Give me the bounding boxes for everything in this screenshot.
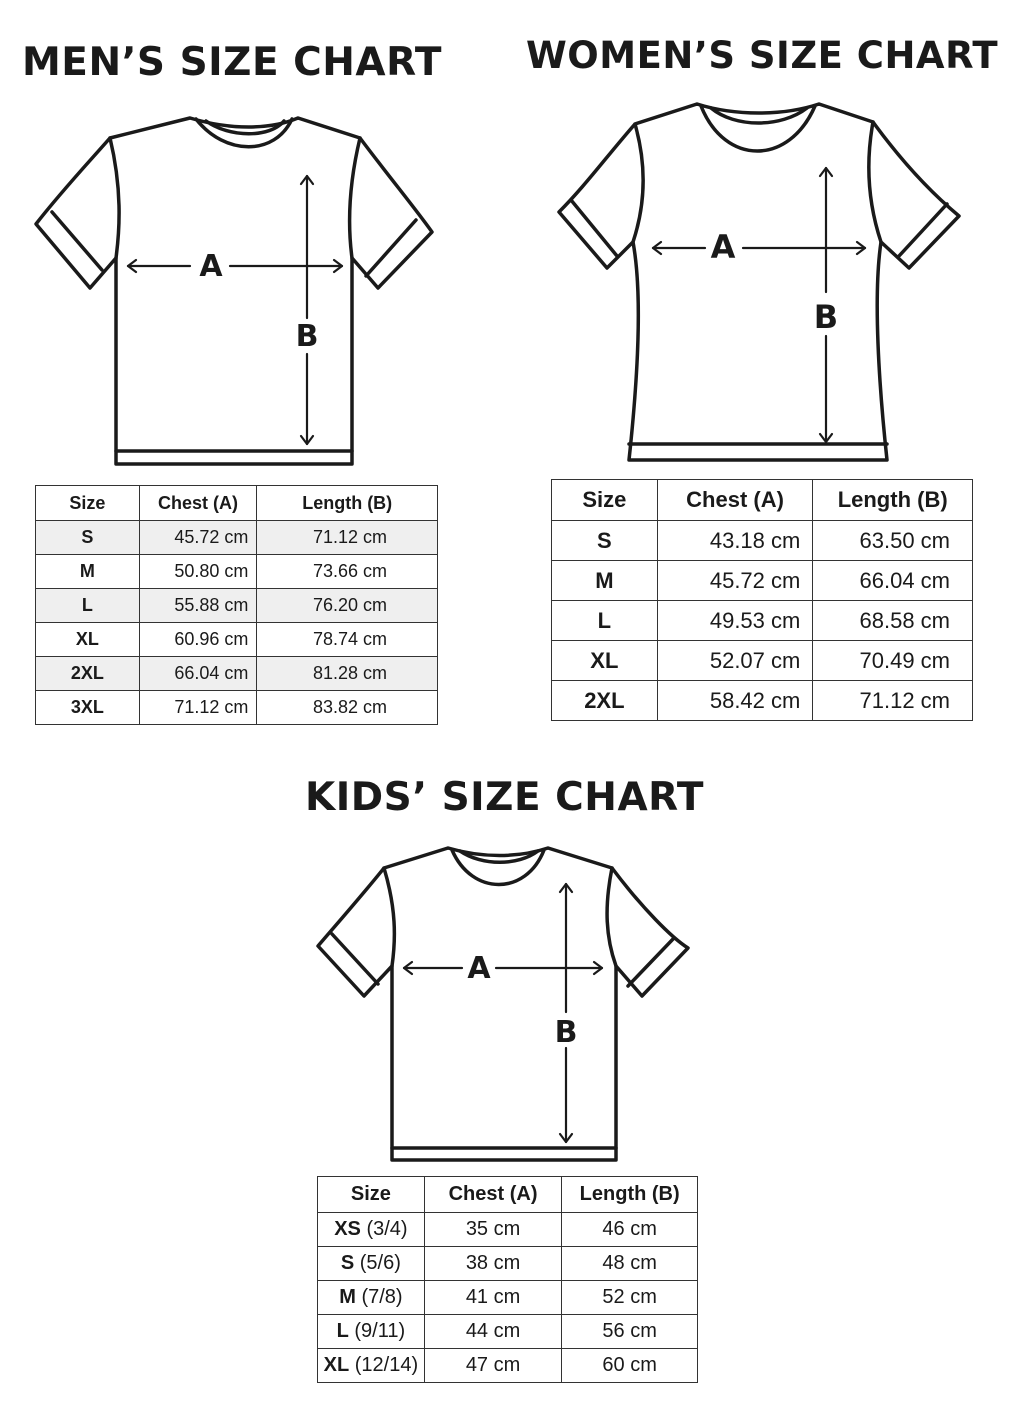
chest-cell: 50.80 cm xyxy=(139,555,257,589)
header-chest: Chest (A) xyxy=(424,1177,562,1213)
size-age: (3/4) xyxy=(366,1218,408,1240)
kids-label-b: B xyxy=(554,1015,578,1050)
size-cell: S xyxy=(36,521,140,555)
size-cell: 2XL xyxy=(552,681,658,721)
length-cell: 48 cm xyxy=(562,1247,698,1281)
size-cell: L xyxy=(36,589,140,623)
length-cell: 46 cm xyxy=(562,1213,698,1247)
table-row xyxy=(552,561,973,601)
length-cell: 52 cm xyxy=(562,1281,698,1315)
chest-cell: 47 cm xyxy=(424,1349,562,1383)
size-age: (7/8) xyxy=(361,1286,403,1308)
length-cell: 63.50 cm xyxy=(813,521,973,561)
header-size: Size xyxy=(36,486,140,521)
womens-chest-arrow xyxy=(653,242,865,254)
chest-cell: 35 cm xyxy=(424,1213,562,1247)
table-row xyxy=(36,623,438,657)
kids-tshirt-diagram xyxy=(312,838,698,1166)
womens-size-chart-title: WOMEN’S SIZE CHART xyxy=(526,34,999,77)
header-chest: Chest (A) xyxy=(139,486,257,521)
size-cell xyxy=(318,1281,425,1315)
header-chest: Chest (A) xyxy=(657,480,813,521)
header-length: Length (B) xyxy=(562,1177,698,1213)
size-cell: 2XL xyxy=(36,657,140,691)
table-header-row xyxy=(318,1177,698,1213)
table-row xyxy=(318,1247,698,1281)
chest-cell: 45.72 cm xyxy=(657,561,813,601)
length-cell: 71.12 cm xyxy=(813,681,973,721)
mens-label-b: B xyxy=(295,319,319,354)
mens-length-arrow xyxy=(301,176,313,444)
table-row xyxy=(36,521,438,555)
womens-label-a: A xyxy=(710,228,736,266)
size-cell xyxy=(318,1247,425,1281)
size-cell: M xyxy=(36,555,140,589)
length-cell: 70.49 cm xyxy=(813,641,973,681)
table-row xyxy=(552,681,973,721)
size-code: XS xyxy=(334,1218,361,1240)
table-row xyxy=(36,555,438,589)
size-cell: M xyxy=(552,561,658,601)
header-length: Length (B) xyxy=(813,480,973,521)
size-cell: L xyxy=(552,601,658,641)
size-age: (5/6) xyxy=(359,1252,401,1274)
length-cell: 60 cm xyxy=(562,1349,698,1383)
table-row xyxy=(36,691,438,725)
header-size: Size xyxy=(552,480,658,521)
table-row xyxy=(552,641,973,681)
size-cell: XL xyxy=(36,623,140,657)
table-header-row xyxy=(36,486,438,521)
size-code: L xyxy=(336,1320,349,1342)
header-length: Length (B) xyxy=(257,486,438,521)
table-row xyxy=(36,657,438,691)
header-size: Size xyxy=(318,1177,425,1213)
table-row xyxy=(318,1213,698,1247)
kids-tshirt-outline xyxy=(318,848,688,1160)
chest-cell: 45.72 cm xyxy=(139,521,257,555)
kids-label-a: A xyxy=(467,951,491,986)
womens-tshirt-outline xyxy=(559,104,959,460)
kids-length-arrow xyxy=(560,884,572,1142)
size-age: (9/11) xyxy=(354,1320,406,1342)
size-cell: 3XL xyxy=(36,691,140,725)
size-cell: S xyxy=(552,521,658,561)
length-cell: 76.20 cm xyxy=(257,589,438,623)
chest-cell: 71.12 cm xyxy=(139,691,257,725)
size-code: S xyxy=(340,1252,355,1274)
size-age: (12/14) xyxy=(354,1354,419,1376)
mens-size-chart-title: MEN’S SIZE CHART xyxy=(22,40,442,85)
table-row xyxy=(552,521,973,561)
womens-tshirt-diagram xyxy=(555,96,965,466)
chest-cell: 60.96 cm xyxy=(139,623,257,657)
chest-cell: 38 cm xyxy=(424,1247,562,1281)
length-cell: 68.58 cm xyxy=(813,601,973,641)
length-cell: 66.04 cm xyxy=(813,561,973,601)
womens-label-b: B xyxy=(813,298,839,336)
length-cell: 56 cm xyxy=(562,1315,698,1349)
chest-cell: 66.04 cm xyxy=(139,657,257,691)
mens-tshirt-diagram xyxy=(30,108,440,472)
chest-cell: 44 cm xyxy=(424,1315,562,1349)
size-cell xyxy=(318,1349,425,1383)
womens-size-table xyxy=(551,479,973,721)
size-cell xyxy=(318,1315,425,1349)
chest-cell: 58.42 cm xyxy=(657,681,813,721)
size-code: M xyxy=(339,1286,356,1308)
size-cell xyxy=(318,1213,425,1247)
chest-cell: 49.53 cm xyxy=(657,601,813,641)
mens-label-a: A xyxy=(199,249,223,284)
length-cell: 73.66 cm xyxy=(257,555,438,589)
mens-chest-arrow xyxy=(128,260,342,272)
table-header-row xyxy=(552,480,973,521)
size-cell: XL xyxy=(552,641,658,681)
kids-size-chart-title: KIDS’ SIZE CHART xyxy=(305,775,705,820)
length-cell: 83.82 cm xyxy=(257,691,438,725)
kids-chest-arrow xyxy=(404,962,602,974)
length-cell: 78.74 cm xyxy=(257,623,438,657)
table-row xyxy=(318,1281,698,1315)
chest-cell: 43.18 cm xyxy=(657,521,813,561)
chest-cell: 55.88 cm xyxy=(139,589,257,623)
table-row xyxy=(318,1315,698,1349)
kids-size-table xyxy=(317,1176,698,1383)
mens-size-table xyxy=(35,485,438,725)
length-cell: 81.28 cm xyxy=(257,657,438,691)
table-row xyxy=(36,589,438,623)
table-row xyxy=(318,1349,698,1383)
length-cell: 71.12 cm xyxy=(257,521,438,555)
mens-tshirt-outline xyxy=(36,118,432,464)
table-row xyxy=(552,601,973,641)
chest-cell: 41 cm xyxy=(424,1281,562,1315)
chest-cell: 52.07 cm xyxy=(657,641,813,681)
size-code: XL xyxy=(323,1354,350,1376)
